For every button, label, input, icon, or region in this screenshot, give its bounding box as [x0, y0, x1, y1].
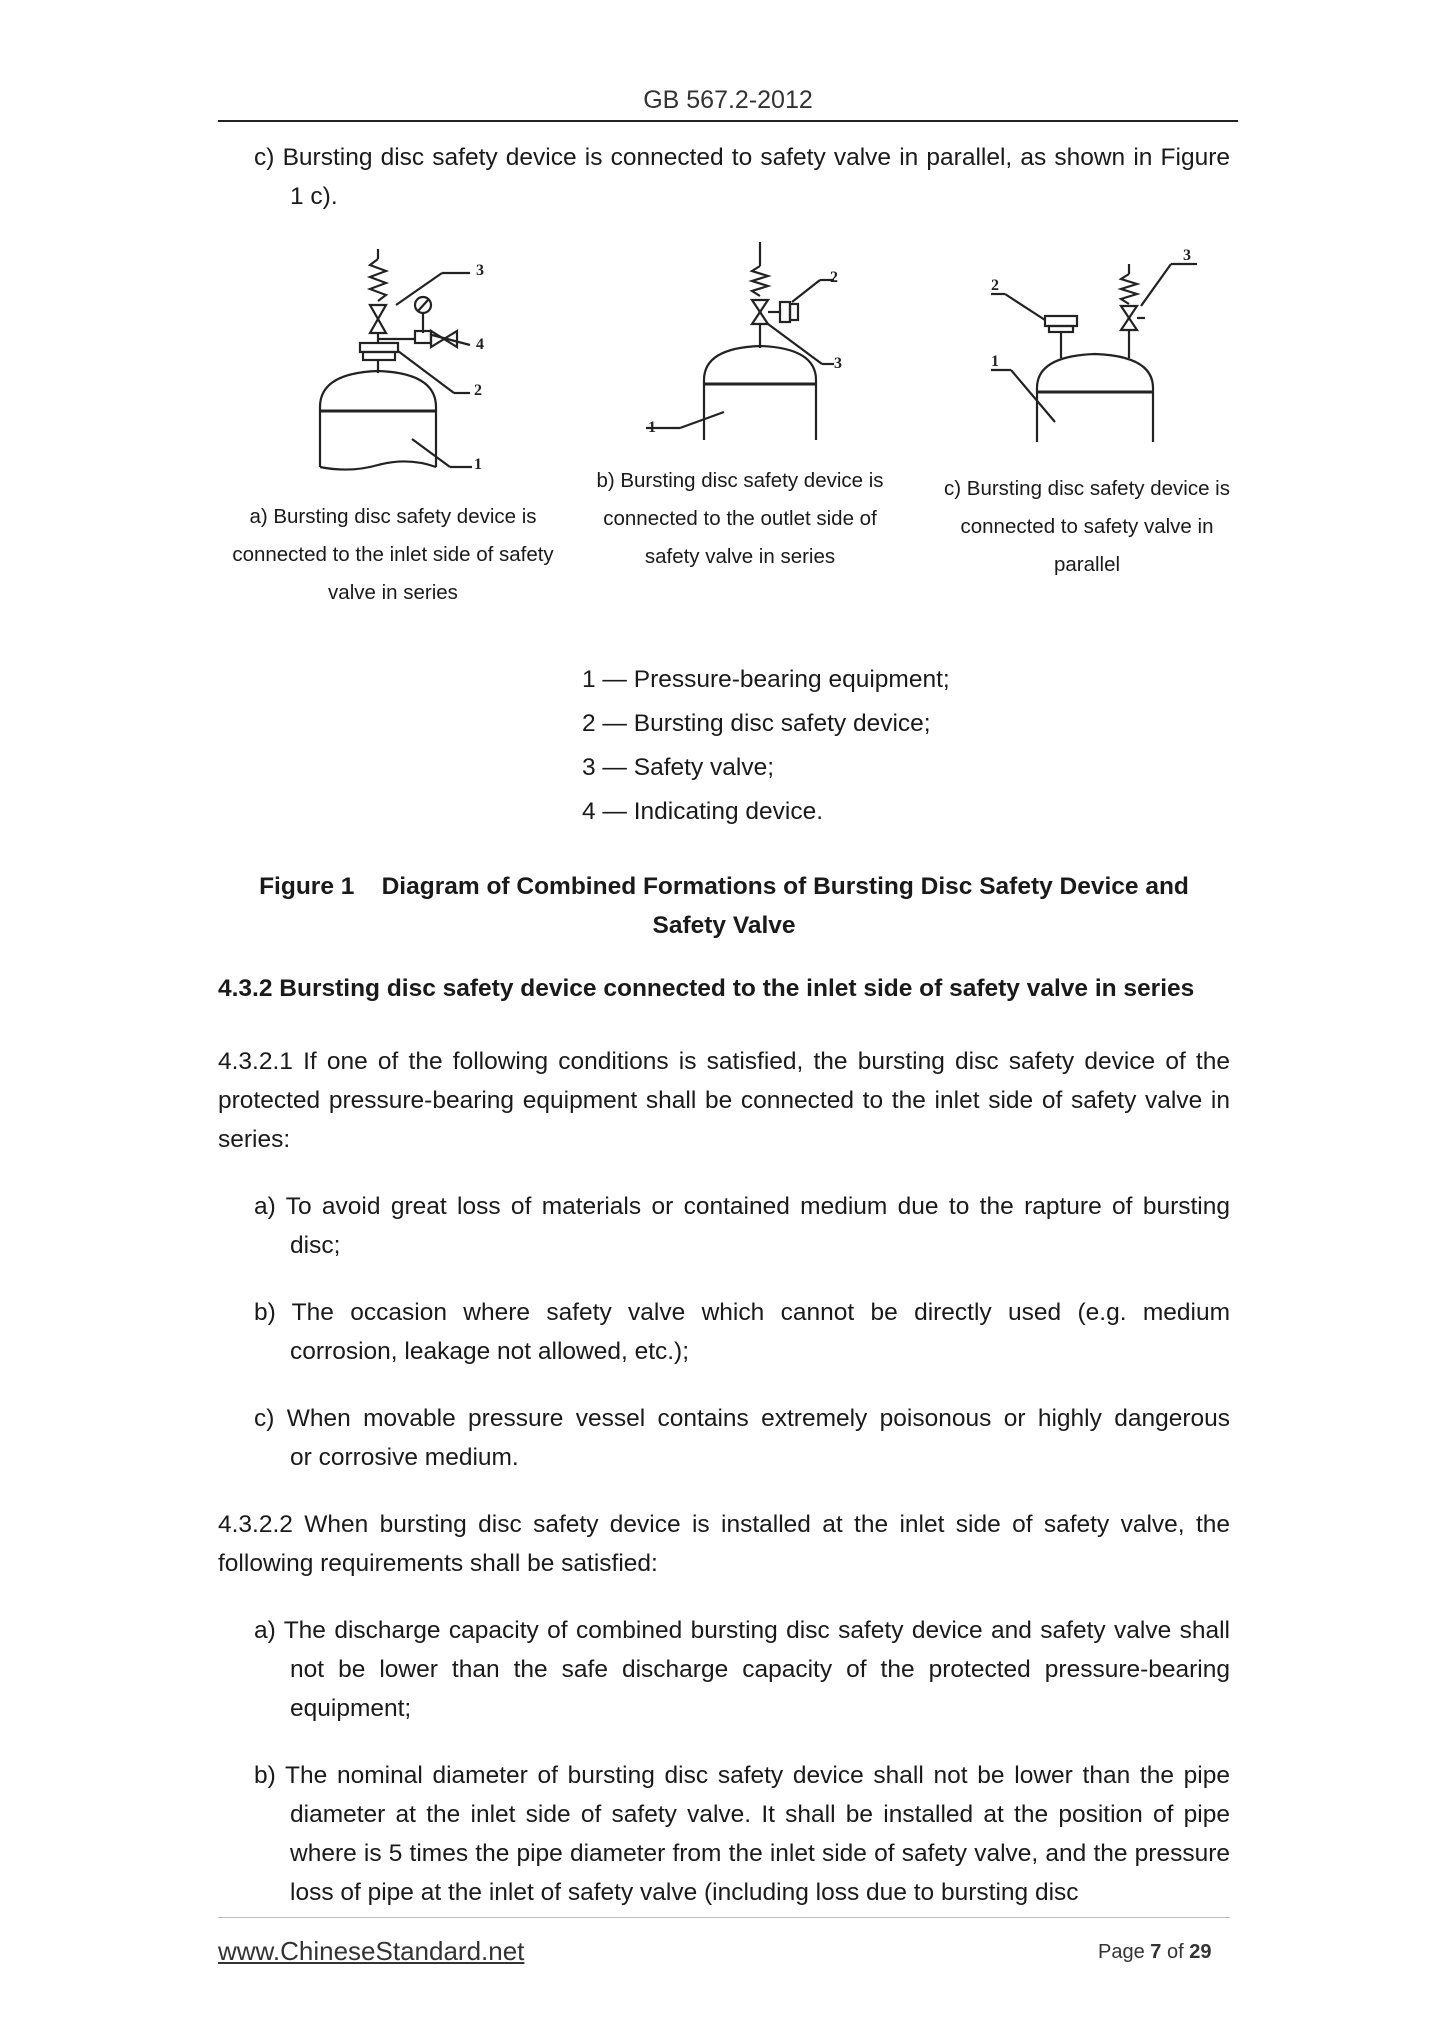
diagram-a-callout-1: 1	[474, 456, 482, 473]
footer-page-label: Page	[1098, 1941, 1145, 1963]
intro-item-marker: c)	[254, 144, 275, 171]
footer-site-link[interactable]: www.ChineseStandard.net	[218, 1936, 525, 1966]
list2-item-b	[254, 1756, 1230, 1912]
list1-item-a-line2: disc;	[290, 1232, 341, 1259]
list1-item-c	[254, 1399, 1230, 1477]
diagram-b-callout-3: 3	[834, 355, 842, 372]
header-rule	[218, 120, 1238, 122]
diagram-b-vessel	[704, 346, 816, 440]
diagram-a-callout-4: 4	[476, 336, 484, 353]
footer-rule	[218, 1917, 1230, 1918]
legend-item-3: 3 — Safety valve;	[582, 754, 775, 781]
list1-item-c-line1: c) When movable pressure vessel contains extremely poisonous or highly dangerous	[254, 1405, 1230, 1432]
diagram-b-callout-2: 2	[830, 269, 838, 286]
diagram-c-vessel	[1037, 354, 1153, 442]
figure-title-line1: Figure 1 Diagram of Combined Formations of Bursting Disc Safety Device and	[259, 873, 1189, 900]
section-heading: 4.3.2 Bursting disc safety device connected to the inlet side of safety valve in series	[218, 975, 1195, 1002]
diagram-c-callout-2: 2	[991, 277, 999, 294]
diagram-b-bursting-disc	[780, 302, 790, 322]
caption-a: a) Bursting disc safety device is connected to the inlet side of safety valve in series	[232, 505, 554, 604]
list2-item-a-rest: not be lower than the safe discharge capacity of the protected pressure-bearing equipment;	[290, 1656, 1230, 1722]
figure-title-line2: Safety Valve	[652, 912, 796, 939]
diagram-a-bursting-disc	[360, 343, 398, 352]
list2-item-b-rest: diameter at the inlet side of safety valve. It shall be installed at the position of pipe where is 5 times the pipe diameter from the inlet side of safety valve, and the pressure loss of pipe at the inlet of safety valve (including loss due to bursting disc	[290, 1801, 1230, 1906]
list2-item-b-line1: b) The nominal diameter of bursting disc safety device shall not be lower than the pipe	[254, 1762, 1230, 1789]
list2-item-a-line1: a) The discharge capacity of combined bursting disc safety device and safety valve shall	[254, 1617, 1230, 1644]
diagram-a	[300, 245, 550, 485]
list2-item-a	[254, 1611, 1230, 1728]
footer-page-current: 7	[1150, 1941, 1162, 1963]
diagram-c-callout-1: 1	[991, 353, 999, 370]
list1-item-a-line1: a) To avoid great loss of materials or contained medium due to the rapture of bursting	[254, 1193, 1230, 1220]
figure-title	[218, 867, 1230, 945]
paragraph-4-3-2-2: 4.3.2.2 When bursting disc safety device is installed at the inlet side of safety valve, the following requirements shall be satisfied:	[218, 1511, 1230, 1577]
diagram-c	[975, 240, 1225, 450]
diagram-a-spring	[370, 259, 386, 301]
diagram-b	[630, 240, 880, 450]
legend-item-2: 2 — Bursting disc safety device;	[582, 710, 931, 737]
intro-item-text-line2: 1 c).	[290, 183, 338, 210]
list1-item-b	[254, 1293, 1230, 1371]
document-header: GB 567.2-2012	[643, 86, 813, 114]
footer-page-total: 29	[1189, 1941, 1212, 1963]
diagram-c-spring	[1121, 274, 1137, 304]
list1-item-b-line1: b) The occasion where safety valve which cannot be directly used (e.g. medium	[254, 1299, 1230, 1326]
legend-item-4: 4 — Indicating device.	[582, 798, 824, 825]
intro-item-text-line1: Bursting disc safety device is connected to safety valve in parallel, as shown in Figure	[282, 144, 1230, 171]
footer-page-of: of	[1166, 1941, 1184, 1963]
caption-c: c) Bursting disc safety device is connected to safety valve in parallel	[944, 477, 1230, 576]
paragraph-4-3-2-1: 4.3.2.1 If one of the following conditions is satisfied, the bursting disc safety device of the protected pressure-bearing equipment shall be connected to the inlet side of safety valve in series:	[218, 1048, 1230, 1153]
diagram-c-callout-3: 3	[1183, 247, 1191, 264]
figure-legend	[582, 658, 950, 834]
list1-item-a	[254, 1187, 1230, 1265]
legend-item-1: 1 — Pressure-bearing equipment;	[582, 666, 950, 693]
list1-item-b-line2: corrosion, leakage not allowed, etc.);	[290, 1338, 690, 1365]
diagram-b-spring	[752, 266, 768, 296]
diagram-a-vessel	[320, 371, 436, 467]
footer-page-number	[1098, 1941, 1211, 1964]
diagram-a-callout-2: 2	[474, 382, 482, 399]
caption-b: b) Bursting disc safety device is connected to the outlet side of safety valve in series	[596, 469, 884, 568]
list1-item-c-line2: or corrosive medium.	[290, 1444, 519, 1471]
intro-item-c	[254, 138, 1230, 216]
diagram-a-callout-3: 3	[476, 262, 484, 279]
diagram-c-bursting-disc	[1045, 316, 1077, 326]
diagram-b-callout-1: 1	[648, 419, 656, 436]
